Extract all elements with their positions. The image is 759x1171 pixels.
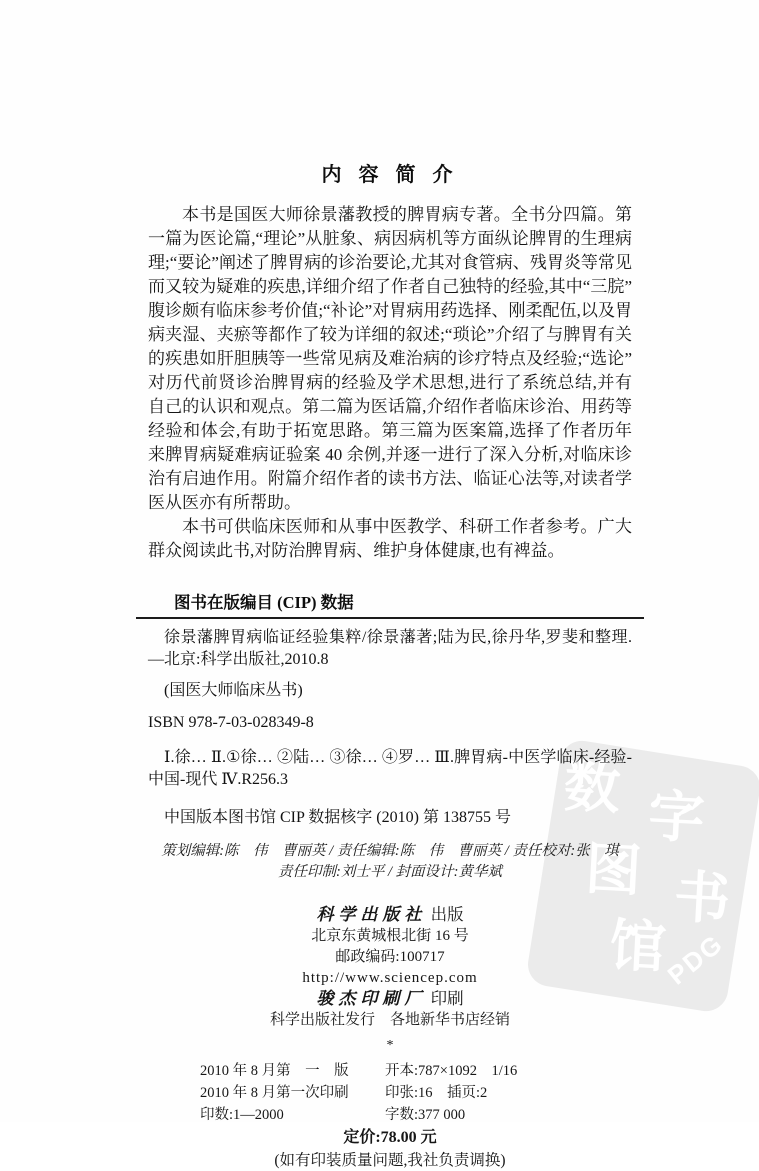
word-count-info: 字数:377 000 bbox=[385, 1107, 466, 1123]
seal-glyph-icon: 书 bbox=[672, 866, 732, 932]
content-summary bbox=[148, 203, 632, 563]
cip-divider bbox=[136, 617, 644, 619]
printing-details bbox=[148, 1060, 632, 1126]
printer-line bbox=[148, 989, 632, 1009]
edition-info: 2010 年 8 月第 一 版 bbox=[200, 1063, 349, 1079]
printing-row bbox=[148, 1060, 632, 1082]
printing-row bbox=[148, 1082, 632, 1104]
publisher-logo-script: 科学出版社 bbox=[316, 905, 427, 924]
printer-suffix: 印刷 bbox=[426, 989, 464, 1008]
separator-asterisk: * bbox=[386, 1038, 394, 1053]
cip-series: (国医大师临床丛书) bbox=[164, 682, 303, 699]
cip-isbn: ISBN 978-7-03-028349-8 bbox=[148, 713, 314, 731]
publisher-suffix: 出版 bbox=[426, 905, 464, 924]
publisher-address: 北京东黄城根北街 16 号 bbox=[311, 928, 469, 944]
seal-glyph-icon: 图 bbox=[583, 838, 643, 904]
pdg-watermark-label: PDG bbox=[661, 927, 729, 991]
format-info: 开本:787×1092 1/16 bbox=[385, 1063, 518, 1079]
summary-paragraph-1: 本书是国医大师徐景藩教授的脾胃病专著。全书分四篇。第一篇为医论篇,“理论”从脏象、病因病机等方面纵论脾胃的生理病理;“要论”阐述了脾胃病的诊治要论,尤其对食管病、残胃炎等常见而又较为疑难的疾患,详细介绍了作者自己独特的经验,其中“三脘”腹诊颇有临床参考价值;“补论”对胃病用药选择、刚柔配伍,以及胃病夹湿、夹瘀等都作了较为详细的叙述;“琐论”介绍了与脾胃有关的疾患如肝胆胰等一些常见病及难治病的诊疗特点及经验;“选论”对历代前贤诊治脾胃病的经验及学术思想,进行了系统总结,并有自己的认识和观点。第二篇为医话篇,介绍作者临床诊治、用药等经验和体会,有助于拓宽思路。第三篇为医案篇,选择了作者历年来脾胃病疑难病证验案 40 余例,并逐一进行了深入分析,对临床诊治有启迪作用。附篇介绍作者的读书方法、临证心法等,对读者学医从医亦有所帮助。 bbox=[148, 205, 632, 512]
printer-logo-script: 骏杰印刷厂 bbox=[316, 989, 427, 1008]
editors-line-2: 责任印制:刘士平 / 封面设计:黄华斌 bbox=[278, 864, 502, 880]
publisher-line bbox=[148, 905, 632, 925]
quality-note: (如有印装质量问题,我社负责调换) bbox=[274, 1152, 506, 1169]
cip-registry-number: 中国版本图书馆 CIP 数据核字 (2010) 第 138755 号 bbox=[164, 809, 511, 826]
distribution-line: 科学出版社发行 各地新华书店经销 bbox=[269, 1012, 510, 1028]
page-content bbox=[148, 158, 632, 1171]
cip-title-line: 徐景藩脾胃病临证经验集粹/徐景藩著;陆为民,徐丹华,罗斐和整理.—北京:科学出版社,2010.8 bbox=[148, 629, 632, 668]
cip-header: 图书在版编目 (CIP) 数据 bbox=[174, 593, 354, 612]
summary-paragraph-2: 本书可供临床医师和从事中医教学、科研工作者参考。广大群众阅读此书,对防治脾胃病、维护身体健康,也有裨益。 bbox=[148, 517, 632, 560]
page-title: 内 容 简 介 bbox=[321, 164, 459, 186]
seal-glyph-icon: 字 bbox=[646, 785, 706, 851]
cip-classification: Ⅰ.徐… Ⅱ.①徐… ②陆… ③徐… ④罗… Ⅲ.脾胃病-中医学临床-经验-中国-现代 Ⅳ.R256.3 bbox=[148, 749, 632, 788]
printing-info: 2010 年 8 月第一次印刷 bbox=[200, 1085, 349, 1101]
sheets-info: 印张:16 插页:2 bbox=[385, 1085, 488, 1101]
editors-credits bbox=[148, 841, 632, 883]
print-run-info: 印数:1—2000 bbox=[200, 1107, 284, 1123]
editors-line-1: 策划编辑:陈 伟 曹丽英 / 责任编辑:陈 伟 曹丽英 / 责任校对:张 琪 bbox=[161, 843, 619, 859]
publisher-website: http://www.sciencep.com bbox=[302, 970, 478, 986]
publisher-postcode: 邮政编码:100717 bbox=[335, 949, 445, 965]
colophon bbox=[148, 905, 632, 1171]
seal-glyph-icon: 馆 bbox=[608, 915, 668, 981]
cip-block bbox=[148, 589, 632, 827]
price: 定价:78.00 元 bbox=[343, 1129, 437, 1146]
printing-row bbox=[148, 1104, 632, 1126]
seal-glyph-icon: 数 bbox=[562, 756, 622, 822]
